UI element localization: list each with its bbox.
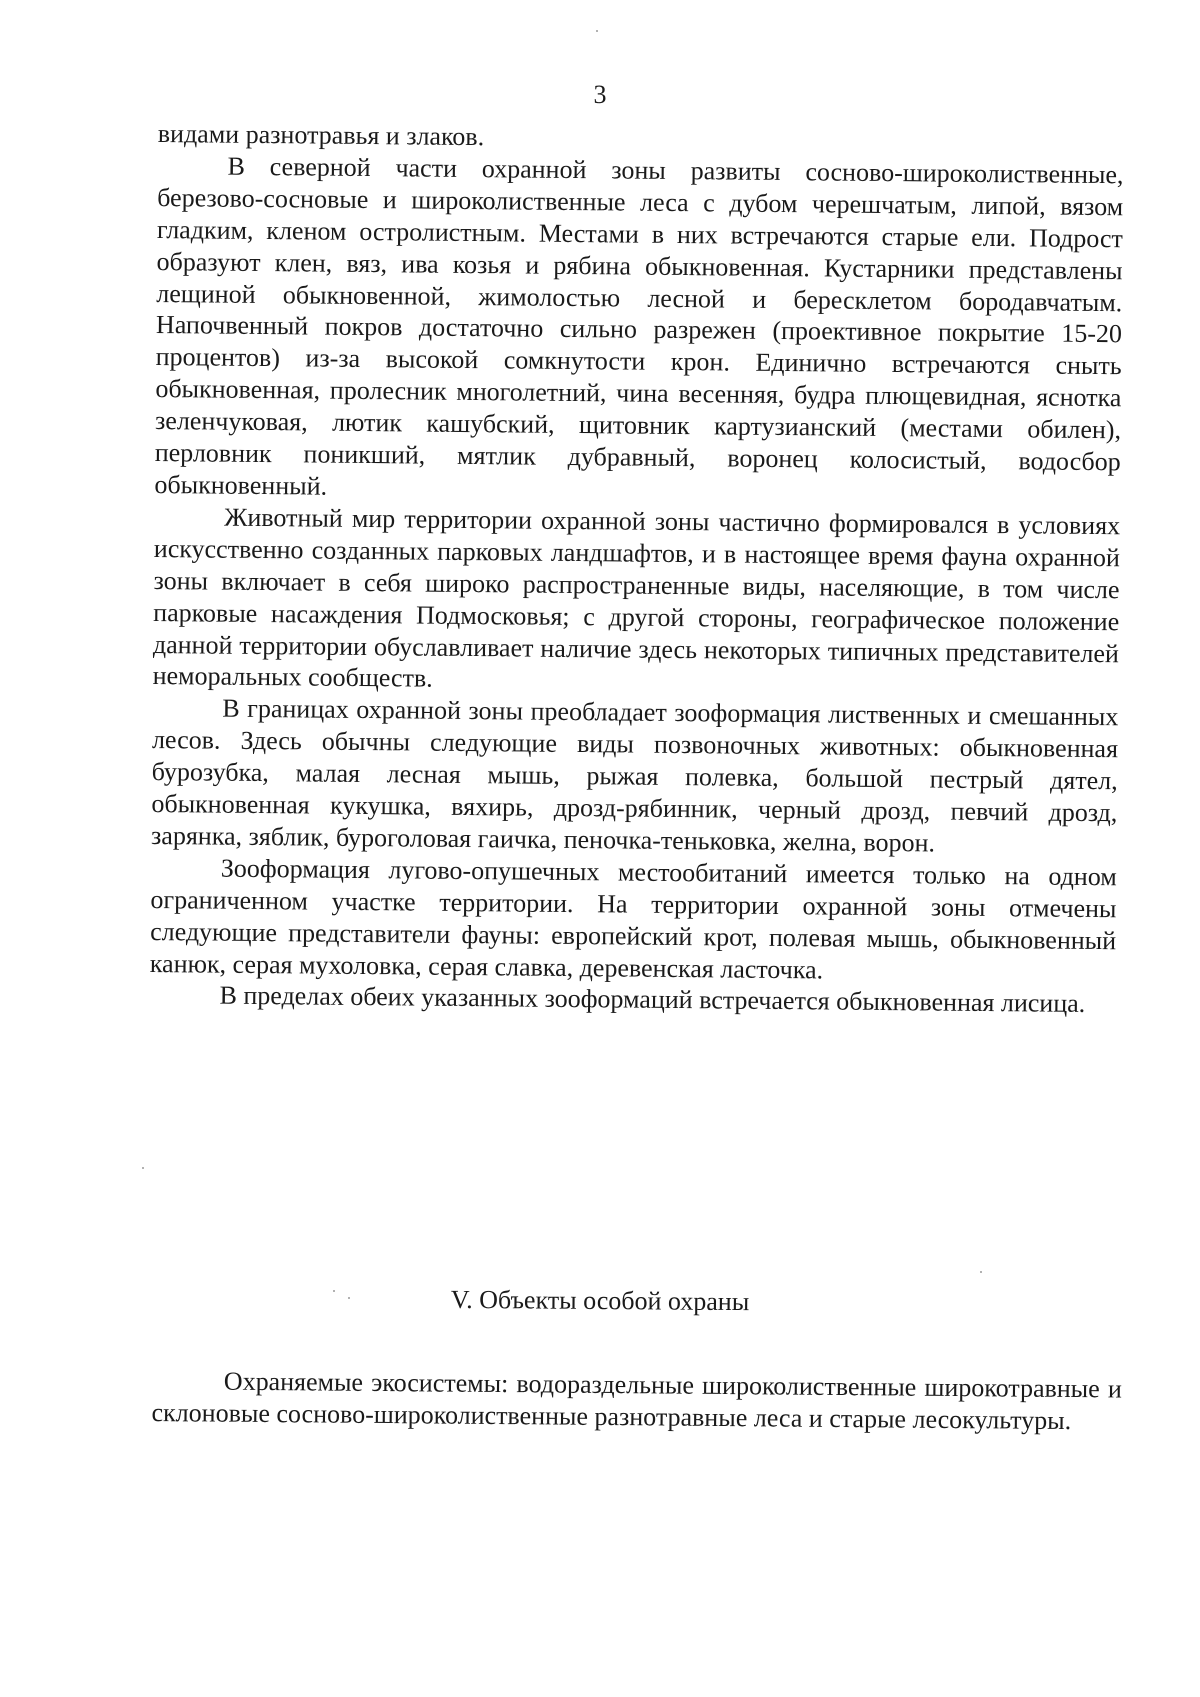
paragraph: Животный мир территории охранной зоны частично формировался в условиях искусственно созданных парковых ландшафтов, и в настоящее время фауна охранной зоны включает в себя широко распространенные виды, населяющие, в том числе парковые насаждения Подмосковья; с другой стороны, географическое положение данной территории обуславливает наличие здесь некоторых типичных представителей неморальных сообществ.	[152, 502, 1121, 694]
section-body-text	[151, 1365, 1122, 1437]
scan-speck	[333, 1290, 335, 1292]
paragraph: видами разнотравья и злаков.	[157, 118, 485, 152]
body-text	[149, 118, 1124, 1021]
section-heading: V. Объекты особой охраны	[450, 1284, 750, 1317]
paragraph: Зооформация лугово-опушечных местообитаний имеется только на одном ограниченном участке территории. На территории охранной зоны отмечены следующие представители фауны: европейский крот, полевая мышь, обыкновенный канюк, серая мухоловка, серая славка, деревенская ласточка.	[149, 853, 1117, 984]
scan-speck	[596, 30, 598, 32]
scan-speck	[348, 1297, 350, 1299]
paragraph: В границах охранной зоны преобладает зооформация лиственных и смешанных лесов. Здесь обычны следующие виды позвоночных животных: обыкновенная бурозубка, малая лесная мышь, рыжая полевка, большой пестрый дятел, обыкновенная кукушка, вяхирь, дрозд-рябинник, черный дрозд, певчий дрозд, зарянка, зяблик, буроголовая гаичка, пеночка-теньковка, желна, ворон.	[150, 693, 1119, 858]
paragraph: В северной части охранной зоны развиты сосново-широколиственные, березово-сосновые и широколиственные леса с дубом черешчатым, липой, вязом гладким, кленом остролистным. Местами в них встречаются старые ели. Подрост образуют клен, вяз, ива козья и рябина обыкновенная. Кустарники представлены лещиной обыкновенной, жимолостью лесной и бересклетом бородавчатым. Напочвенный покров достаточно сильно разрежен (проективное покрытие 15-20 процентов) из-за высокой сомкнутости крон. Единично встречаются сныть обыкновенная, пролесник многолетний, чина весенняя, будра плющевидная, яснотка зеленчуковая, лютик кашубский, щитовник картузианский (местами обилен), перловник поникший, мятлик дубравный, воронец колосистый, водосбор обыкновенный.	[154, 151, 1124, 501]
scan-speck	[142, 1167, 144, 1169]
page-number: 3	[593, 80, 607, 109]
paragraph: Охраняемые экосистемы: водораздельные широколиственные широкотравные и склоновые сосново-широколиственные разнотравные леса и старые лесокультуры.	[151, 1366, 1122, 1436]
paragraph: В пределах обеих указанных зооформаций встречается обыкновенная лисица.	[219, 981, 1086, 1019]
scan-speck	[980, 1271, 982, 1273]
